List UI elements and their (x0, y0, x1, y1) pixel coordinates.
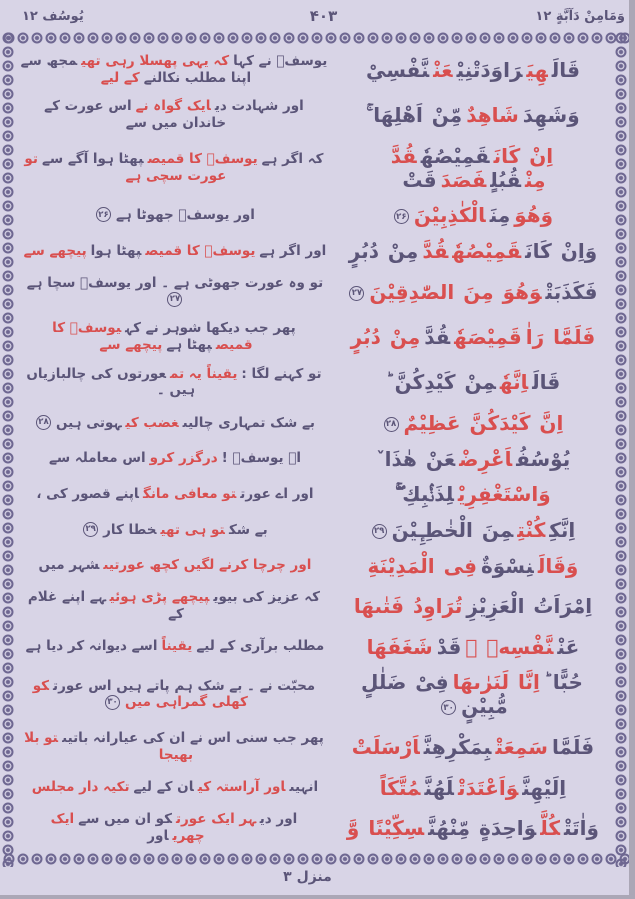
verse-number: ۲۹ (83, 522, 98, 537)
text-segment: وَاِنْ كَانَ (525, 239, 598, 264)
text-segment: مِنَ الْخٰطِـِٕيْنَ (391, 517, 514, 542)
verse-row-6 (17, 275, 613, 309)
text-segment: اِنَّ كَيْدَكُنَّ عَظِيْمٌ (403, 410, 564, 435)
urdu-translation-line (17, 207, 333, 224)
urdu-translation-line (17, 557, 333, 574)
text-segment: پھٹا ہے (166, 336, 212, 353)
text-segment: اس عورت کے خاندان میں سے (44, 98, 227, 132)
text-segment: قَمِيْصُهٗ (452, 239, 522, 264)
urdu-translation-line (17, 779, 333, 796)
verse-row-13 (17, 554, 613, 578)
text-segment: نَّفْسِيْ (365, 57, 430, 82)
verse-row-14 (17, 589, 613, 623)
verse-row-3 (17, 144, 613, 192)
text-segment: مِنَ (489, 203, 511, 228)
text-segment: قَالَ (532, 370, 561, 395)
text-segment: کو ان میں سے (78, 811, 172, 828)
text-segment: قَتْ (402, 167, 437, 192)
text-segment: قُبُلٍ (490, 167, 521, 192)
text-segment: لِذَنْۢبِكِ ۚۖ (395, 482, 454, 507)
text-segment: اور اگر ہے (259, 242, 327, 259)
text-segment: تو معافی مانگ (143, 485, 237, 502)
juz-marker: وَمَامِنْ دَآبَّةٍ ۱۲ (535, 8, 625, 24)
text-segment: یقیناً یہ تم (170, 365, 238, 382)
text-segment: تُرَاوِدُ فَتٰىهَا (353, 594, 463, 619)
urdu-translation-line (17, 53, 333, 87)
text-segment: کے لیے (100, 69, 140, 86)
text-segment: وَهُوَ مِنَ الصّٰدِقِيْنَ (369, 279, 542, 304)
verse-row-1 (17, 53, 613, 87)
arabic-line (333, 554, 613, 578)
urdu-translation-line (17, 811, 333, 845)
text-segment: وَاٰتَتْ (563, 816, 599, 841)
verse-number: ۲۸ (384, 417, 399, 432)
text-segment: کہ اگر ہے (261, 150, 324, 167)
text-segment: سِكِّيْنًا وَّ (346, 816, 425, 841)
text-segment: ایک چھری (50, 811, 205, 845)
text-segment: فَلَمَّا (551, 734, 595, 759)
page-header (8, 2, 625, 30)
text-segment: قُدَّ (422, 239, 449, 264)
text-segment: یوسفؑ کا قمیص (147, 150, 258, 167)
text-segment: سَمِعَتْ (495, 734, 548, 759)
verse-row-19 (17, 811, 613, 845)
text-segment: هِيَ (526, 57, 548, 82)
verse-number: ۲۷ (167, 292, 182, 307)
verse-row-12 (17, 518, 613, 542)
text-segment: وَاسْتَغْفِرِيْ (457, 482, 551, 507)
urdu-translation-line (17, 589, 333, 623)
verse-row-17 (17, 730, 613, 764)
arabic-line (333, 518, 613, 542)
arabic-line (333, 280, 613, 304)
arabic-line (333, 635, 613, 659)
verse-row-15 (17, 635, 613, 659)
text-segment: درگزر کرو (149, 450, 218, 467)
text-segment: لَهُنَّ (424, 775, 454, 800)
manzil-label: منزل ۳ (283, 869, 332, 885)
text-segment: مُتَّكَاً (379, 775, 421, 800)
text-segment: اَعْرِضْ (459, 446, 513, 471)
verse-number: ۳۰ (105, 695, 120, 710)
text-segment: یوسفؑ کا قمیص (52, 320, 253, 353)
text-segment: كُنْتِ (517, 517, 546, 542)
text-segment: بِمَكْرِهِنَّ (423, 734, 492, 759)
text-segment: عَنْ هٰذَا ٚ (375, 446, 456, 471)
text-segment: حُبًّا ؕ (543, 670, 583, 695)
arabic-line (333, 239, 613, 263)
text-segment: فَصَدَ (440, 167, 487, 192)
text-segment: پھٹا ہوا آگے سے (41, 150, 144, 167)
text-segment: مِنْ كَيْدِكُنَّ ؕ (385, 370, 496, 395)
text-segment: غضب کی (125, 414, 179, 431)
text-segment: تو ہی تھی (160, 521, 225, 538)
verse-row-8 (17, 366, 613, 400)
verse-number: ۳۰ (441, 700, 456, 715)
arabic-line (333, 816, 613, 840)
text-segment: يُوْسُفُ (516, 446, 571, 471)
text-segment: اِنْ كَانَ (493, 143, 554, 168)
arabic-line (333, 735, 613, 759)
text-segment: تو کہنے لگا : (241, 365, 322, 382)
arabic-line (333, 482, 613, 506)
urdu-translation-line (17, 151, 333, 185)
text-segment: اسے دیوانہ کر دیا ہے (25, 638, 158, 655)
scan-edge-bottom (0, 895, 635, 899)
text-segment: مِّنْ اَهْلِهَا ۚ (366, 103, 463, 128)
text-segment: بے شک تمہاری چالیں (182, 414, 315, 431)
text-segment: اِمْرَاَتُ الْعَزِيْزِ (466, 594, 593, 619)
text-segment: اور (147, 828, 169, 845)
text-segment: قَمِيْصُهٗ (420, 143, 490, 168)
verse-number: ۲۸ (36, 415, 51, 430)
text-segment: محبّت نے ۔ بے شک ہم پاتے ہیں اس عورت (53, 677, 316, 694)
text-segment: اَرْسَلَتْ (351, 734, 420, 759)
text-segment: تو بلا بھیجا (24, 730, 194, 763)
ornamental-border-top (2, 31, 629, 46)
text-segment: کہ عزیز کی بیوی (213, 589, 320, 606)
text-segment: مِنْ دُبُرٍ (350, 324, 421, 349)
text-segment: اور شہادت دی (214, 98, 304, 115)
text-segment: پیچھے سے (99, 336, 163, 353)
text-segment: وَاَعْتَدَتْ (457, 775, 519, 800)
text-segment: ہے اپنے غلام کے (27, 589, 184, 623)
text-segment: عَنْ (557, 634, 580, 659)
text-segment: نَّفْسِهٖ ۚ (465, 634, 554, 659)
text-segment: اور دی (259, 811, 298, 828)
arabic-line (333, 325, 613, 349)
text-segment: ایک گواہ نے (135, 98, 211, 115)
text-segment: تکیہ دار مجلس (31, 779, 130, 796)
text-segment: پھر جب دیکھا شوہر نے کہ (125, 320, 296, 337)
text-segment: مطلب برآری کے لیے (196, 638, 325, 655)
text-segment: کہ یہی پھسلا رہی تھی (81, 52, 230, 69)
text-segment: رَاوَدَتْنِيْ (456, 57, 523, 82)
urdu-translation-line (17, 522, 333, 539)
text-segment: مجھ سے اپنا مطلب نکالنے (20, 52, 252, 86)
verse-row-2 (17, 98, 613, 132)
text-segment: فِیْ ضَلٰلٍ مُّبِيْنٍ (361, 670, 508, 719)
text-segment: فَلَمَّا رَاٰ (525, 324, 596, 349)
urdu-translation-line (17, 366, 333, 400)
text-segment: پھٹا ہوا (90, 242, 142, 259)
arabic-line (333, 103, 613, 127)
text-segment: قَالَ (551, 57, 580, 82)
text-segment: قَمِيْصَهٗ (454, 324, 522, 349)
text-segment: خطا کار (103, 521, 157, 538)
ornamental-border-left (1, 31, 16, 867)
arabic-line (333, 670, 613, 718)
arabic-line (333, 776, 613, 800)
text-segment: اِلَيْهِنَّ (522, 775, 567, 800)
text-segment: ہر ایک عورت (175, 811, 256, 828)
urdu-translation-line (17, 638, 333, 655)
text-segment: اِنَّهٗ (499, 370, 529, 395)
urdu-translation-line (17, 730, 333, 764)
text-segment: قُدَّ مِنْ (390, 143, 546, 192)
text-segment: بے شک (228, 521, 268, 538)
urdu-translation-line (17, 98, 333, 132)
text-segment: تو عورت سچی ہے (24, 150, 227, 184)
ornamental-border-bottom (2, 852, 629, 867)
text-segment: ہوتی ہیں (55, 414, 122, 431)
text-segment: وَهُوَ (514, 203, 554, 228)
text-segment: یقیناً (161, 638, 193, 655)
verse-row-7 (17, 320, 613, 354)
text-segment: فَكَذَبَتْ (545, 279, 598, 304)
text-segment: اِنَّكِ (549, 517, 576, 542)
urdu-translation-line (17, 243, 333, 260)
text-segment: اور چرچا کرنے لگیں کچھ عورتیں (103, 557, 312, 574)
text-segment: وَشَهِدَ (522, 103, 580, 128)
arabic-line (333, 203, 613, 227)
urdu-translation-line (17, 415, 333, 432)
text-segment: یوسفؑ کا قمیص (145, 242, 256, 259)
urdu-translation-line (17, 678, 333, 712)
urdu-translation-line (17, 320, 333, 354)
verse-row-9 (17, 411, 613, 435)
text-segment: تو وہ عورت جھوٹی ہے ۔ اور یوسفؑ سچا ہے (26, 274, 324, 291)
scan-edge-right (629, 0, 635, 899)
arabic-line (333, 58, 613, 82)
text-segment: نِسْوَةٌ (480, 553, 534, 578)
text-segment: شَغَفَهَا (366, 634, 433, 659)
verse-row-10 (17, 447, 613, 471)
text-segment: اور آراستہ کی (197, 779, 286, 796)
text-segment: کو کھلی گمراہی میں (32, 677, 248, 711)
text-segment: پیچھے پڑی ہوئی (109, 589, 210, 606)
text-segment: پھر جب سنی اس نے ان کی عیارانہ باتیں (62, 730, 324, 747)
arabic-line (333, 411, 613, 435)
text-segment: اور اے عورت (240, 485, 314, 502)
text-segment: اس معاملہ سے (48, 450, 146, 467)
text-segment: عَنْ (433, 57, 453, 82)
text-segment: وَقَالَ (537, 553, 579, 578)
text-segment: اِنَّا لَنَرٰىهَا (452, 670, 540, 695)
text-segment: عورتوں کی چالبازیاں ہیں ۔ (26, 365, 196, 399)
text-segment: یوسفؑ نے کہا (233, 52, 328, 69)
text-segment: اور یوسفؑ جھوٹا ہے (115, 206, 255, 223)
arabic-line (333, 594, 613, 618)
text-segment: ان کے لیے (133, 779, 194, 796)
text-segment: اے یوسفؑ ! (221, 450, 301, 467)
text-segment: شَاهِدٌ (466, 103, 519, 128)
text-segment: پیچھے سے (23, 242, 87, 259)
urdu-translation-line (17, 450, 333, 467)
verse-rows (17, 47, 613, 851)
arabic-line (333, 144, 613, 192)
text-segment: مِنْ دُبُرٍ (348, 239, 419, 264)
verse-number: ۲۶ (96, 207, 111, 222)
text-segment: اپنے قصور کی ، (36, 485, 140, 502)
arabic-line (333, 370, 613, 394)
text-segment: فِی الْمَدِيْنَةِ (367, 553, 477, 578)
text-segment: انہیں (289, 779, 319, 796)
verse-row-5 (17, 239, 613, 263)
text-segment: وَاحِدَةٍ مِّنْهُنَّ (428, 816, 537, 841)
verse-row-4 (17, 203, 613, 227)
arabic-line (333, 447, 613, 471)
text-segment: قُدَّ (424, 324, 451, 349)
urdu-translation-line (17, 275, 333, 309)
verse-row-18 (17, 776, 613, 800)
text-segment: شہر میں (38, 557, 100, 574)
text-segment: قَدْ (436, 634, 462, 659)
surah-marker: یُوسُف ۱۲ (22, 8, 84, 24)
verse-number: ۲۹ (372, 524, 387, 539)
verse-number: ۲۷ (349, 286, 364, 301)
verse-number: ۲۶ (394, 209, 409, 224)
ornamental-border-right (614, 31, 629, 867)
text-segment: كُلَّ (540, 816, 560, 841)
verse-row-16 (17, 670, 613, 718)
text-segment: الْكٰذِبِيْنَ (413, 203, 486, 228)
page-number: ۴۰۳ (309, 7, 338, 25)
urdu-translation-line (17, 486, 333, 503)
verse-row-11 (17, 482, 613, 506)
